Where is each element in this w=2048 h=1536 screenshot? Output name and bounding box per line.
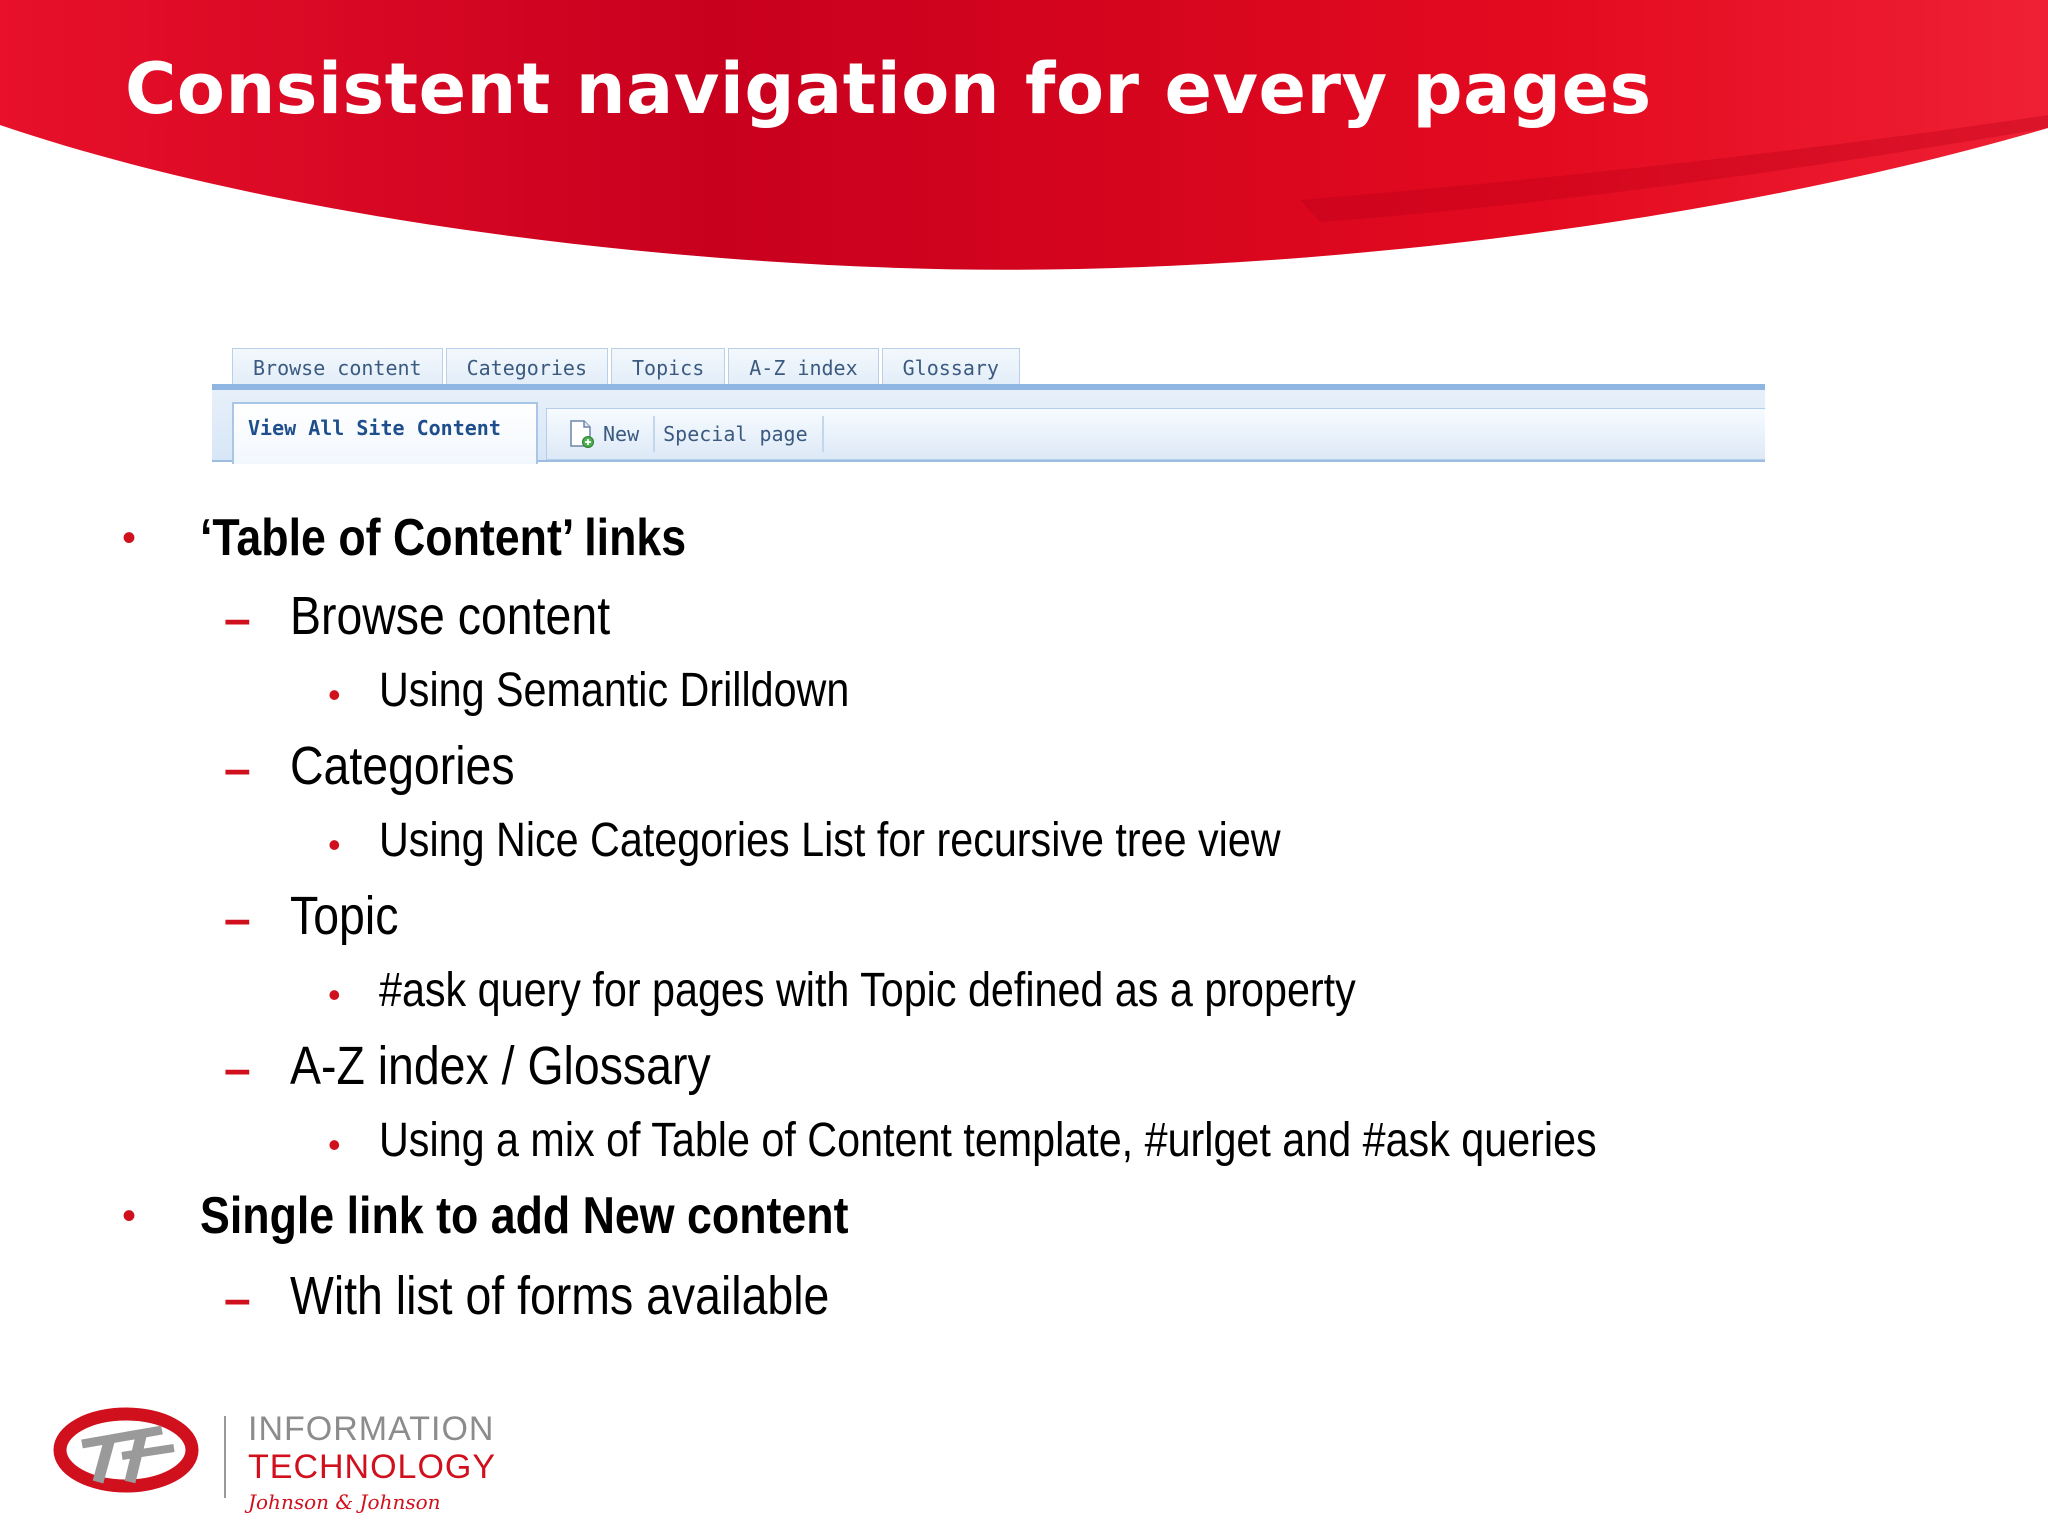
action-strip bbox=[546, 408, 1765, 460]
sub-item-browse-content: Browse content bbox=[290, 586, 611, 646]
footer-logo bbox=[52, 1398, 502, 1528]
dash-marker: – bbox=[224, 593, 251, 646]
header-swoosh bbox=[0, 0, 2048, 300]
bullet-marker: • bbox=[122, 1194, 137, 1238]
dash-marker: – bbox=[224, 1273, 251, 1326]
bullet-marker: • bbox=[328, 974, 341, 1015]
tab-topics[interactable]: Topics bbox=[611, 348, 725, 386]
view-all-site-content-tab[interactable]: View All Site Content bbox=[232, 402, 538, 464]
footer-technology-text: TECHNOLOGY bbox=[248, 1448, 497, 1486]
nav-bar bbox=[212, 384, 1765, 462]
new-document-icon bbox=[567, 419, 595, 449]
sub-item-categories: Categories bbox=[290, 736, 515, 796]
new-button[interactable] bbox=[559, 416, 655, 452]
slide-title: Consistent navigation for every pages bbox=[125, 48, 1652, 130]
bullet-marker: • bbox=[328, 1124, 341, 1165]
sub-item-forms-list: With list of forms available bbox=[290, 1266, 830, 1326]
bullet-item-table-of-content: ‘Table of Content’ links bbox=[200, 509, 687, 567]
it-logo-icon bbox=[52, 1398, 202, 1498]
detail-nice-categories: Using Nice Categories List for recursive tree view bbox=[379, 814, 1281, 867]
dash-marker: – bbox=[224, 1043, 251, 1096]
special-page-label: Special page bbox=[663, 422, 808, 446]
nav-tab-row bbox=[232, 348, 1023, 386]
detail-toc-template-mix: Using a mix of Table of Content template, #urlget and #ask queries bbox=[379, 1114, 1597, 1167]
tab-categories[interactable]: Categories bbox=[446, 348, 608, 386]
navigation-screenshot bbox=[212, 348, 1765, 462]
detail-semantic-drilldown: Using Semantic Drilldown bbox=[379, 664, 850, 717]
detail-ask-query: #ask query for pages with Topic defined as a property bbox=[379, 964, 1356, 1017]
dash-marker: – bbox=[224, 893, 251, 946]
new-button-label: New bbox=[603, 422, 640, 446]
logo-divider bbox=[224, 1416, 226, 1498]
bullet-marker: • bbox=[328, 824, 341, 865]
sub-item-az-glossary: A-Z index / Glossary bbox=[290, 1036, 711, 1096]
dash-marker: – bbox=[224, 743, 251, 796]
sub-item-topic: Topic bbox=[290, 886, 399, 946]
bullet-marker: • bbox=[328, 674, 341, 715]
tab-a-z-index[interactable]: A-Z index bbox=[728, 348, 878, 386]
bullet-item-new-content: Single link to add New content bbox=[200, 1187, 849, 1245]
footer-information-text: INFORMATION bbox=[248, 1410, 495, 1448]
special-page-button[interactable] bbox=[655, 416, 824, 452]
bullet-marker: • bbox=[122, 516, 137, 560]
tab-browse-content[interactable]: Browse content bbox=[232, 348, 443, 386]
johnson-johnson-signature: Johnson & Johnson bbox=[248, 1490, 441, 1514]
tab-glossary[interactable]: Glossary bbox=[882, 348, 1020, 386]
